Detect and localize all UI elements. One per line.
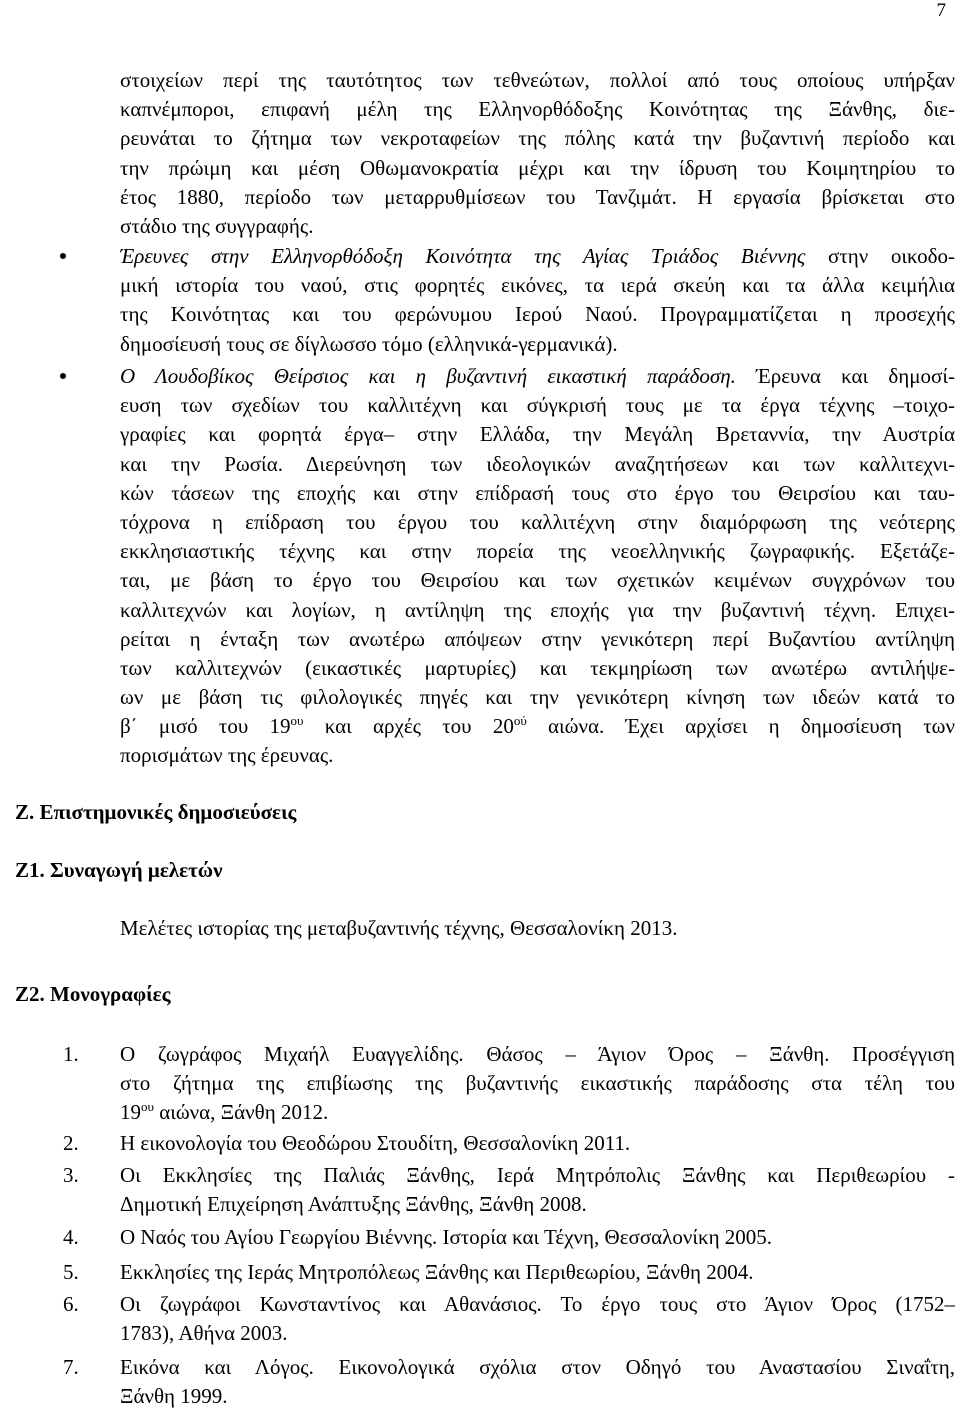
text-segment: πορισμάτων της έρευνας. (120, 743, 334, 768)
text-line (120, 741, 955, 770)
text-segment: ων με βάση τις φιλολογικές πηγές και την γενικότερη κίνηση των ιδεών κατά το (120, 685, 955, 710)
text-segment: στάδιο της συγγραφής. (120, 213, 314, 238)
list-item (120, 1353, 955, 1411)
text-segment: στοιχείων περί της ταυτότητος των τεθνεώτων, πολλοί από τους οποίους υπήρξαν (120, 68, 955, 92)
superscript-text: ου (141, 1099, 154, 1115)
italic-title-text: Ο Λουδοβίκος Θείρσιος και η βυζαντινή εικαστική παράδοση. (120, 364, 736, 388)
text-line (120, 654, 955, 683)
text-segment: Η εικονολογία του Θεοδώρου Στουδίτη, Θεσσαλονίκη 2011. (120, 1131, 631, 1155)
text-line (120, 1290, 955, 1319)
text-line (120, 683, 955, 712)
text-line (120, 1258, 955, 1287)
text-line (120, 566, 955, 595)
text-line (120, 300, 955, 329)
text-line (120, 479, 955, 508)
text-segment: Δημοτική Επιχείρηση Ανάπτυξης Ξάνθης, Ξάνθη 2008. (120, 1192, 587, 1217)
bullet-item (120, 362, 955, 771)
text-segment: ρευνάται το ζήτημα των νεκροταφείων της πόλης κατά την βυζαντινή περίοδο και (120, 126, 955, 151)
text-segment: αιώνα, Ξάνθη 2012. (153, 1100, 329, 1125)
text-line (120, 1069, 955, 1098)
text-segment: Ο ζωγράφος Μιχαήλ Ευαγγελίδης. Θάσος – Άγιον Όρος – Ξάνθη. Προσέγγιση (120, 1042, 955, 1066)
bullet-icon (60, 253, 66, 259)
list-number: 3. (63, 1163, 79, 1187)
text-line (120, 154, 955, 183)
text-segment: καπνέμποροι, επιφανή μέλη της Ελληνορθόδοξης Κοινότητας της Ξάνθης, διε- (120, 97, 955, 122)
text-line (120, 1223, 955, 1252)
intro-paragraph (120, 66, 955, 241)
text-segment: Ο Ναός του Αγίου Γεωργίου Βιέννης. Ιστορία και Τέχνη, Θεσσαλονίκη 2005. (120, 1225, 773, 1249)
text-segment: τόχρονα η επίδραση του έργου του καλλιτέχνη στην διαμόρφωση της νεότερης (120, 509, 955, 534)
text-segment: στην οικοδο- (805, 244, 955, 268)
text-segment: μική ιστορία του ναού, στις φορητές εικόνες, τα ιερά σκεύη και τα άλλα κειμήλια (120, 273, 955, 298)
italic-title-text: Έρευνες στην Ελληνορθόδοξη Κοινότητα της Αγίας Τριάδος Βιέννης (120, 244, 806, 268)
list-item (120, 1161, 955, 1219)
list-number: 2. (63, 1131, 79, 1155)
text-segment: εκκλησιαστικής τέχνης και στην πορεία της νεοελληνικής ζωγραφικής. Εξετάζε- (120, 539, 955, 564)
list-number: 4. (63, 1225, 79, 1249)
list-number: 7. (63, 1355, 79, 1379)
list-number: 5. (63, 1260, 79, 1284)
text-segment: αιώνα. Έχει αρχίσει η δημοσίευση των (526, 714, 955, 739)
list-item (120, 1290, 955, 1348)
text-segment: Ξάνθη 1999. (120, 1384, 228, 1409)
text-line (120, 66, 955, 95)
text-segment: της Κοινότητας και του φερώνυμου Ιερού Ναού. Προγραμματίζεται η προσεχής (120, 302, 955, 327)
superscript-text: ού (513, 713, 527, 729)
text-segment: 1783), Αθήνα 2003. (120, 1321, 288, 1346)
text-line (120, 330, 955, 359)
text-segment: ται, με βάση το έργο του Θειρσίου και των σχετικών κειμένων συγχρόνων του (120, 568, 955, 593)
list-item (120, 1129, 955, 1158)
bullet-item (120, 242, 955, 359)
superscript-text: ου (290, 713, 304, 729)
text-line (120, 391, 955, 420)
text-line (120, 1040, 955, 1069)
text-line (120, 1190, 955, 1219)
text-segment: Οι Εκκλησίες της Παλιάς Ξάνθης, Ιερά Μητρόπολις Ξάνθης και Περιθεωρίου - (120, 1163, 955, 1187)
bullet-icon (60, 373, 66, 379)
text-segment: την πρώιμη και μέση Οθωμανοκρατία μέχρι και την ίδρυση του Κοιμητηρίου το (120, 155, 955, 180)
text-line (120, 362, 955, 391)
text-segment: ρείται η ένταξη των ανωτέρω απόψεων στην γενικότερη περί Βυζαντίου αντίληψη (120, 626, 955, 651)
subsection-heading-collections: Ζ1. Συναγωγή μελετών (15, 858, 223, 882)
text-segment: και αρχές του 20 (303, 714, 514, 739)
subsection-heading-monographs: Ζ2. Μονογραφίες (15, 982, 171, 1006)
list-item (120, 1258, 955, 1287)
list-number: 1. (63, 1042, 79, 1066)
text-line (120, 183, 955, 212)
text-line (120, 1129, 955, 1158)
text-line (120, 95, 955, 124)
text-line (120, 625, 955, 654)
list-item (120, 1223, 955, 1252)
text-line (120, 242, 955, 271)
text-line (120, 271, 955, 300)
text-segment: στο ζήτημα της επιβίωσης της βυζαντινής εικαστικής παράδοσης στα τέλη του (120, 1071, 955, 1096)
list-item (120, 1040, 955, 1128)
text-line (120, 1098, 955, 1127)
text-segment: Οι ζωγράφοι Κωνσταντίνος και Αθανάσιος. Το έργο τους στο Άγιον Όρος (1752– (120, 1292, 955, 1316)
list-number: 6. (63, 1292, 79, 1316)
text-segment: δημοσίευσή τους σε δίγλωσσο τόμο (ελληνικά-γερμανικά). (120, 331, 618, 356)
text-line (120, 1319, 955, 1348)
text-segment: και την Ρωσία. Διερεύνηση των ιδεολογικών αναζητήσεων και των καλλιτεχνι- (120, 451, 955, 476)
text-segment: 19 (120, 1100, 141, 1125)
section-heading-publications: Ζ. Επιστημονικές δημοσιεύσεις (15, 800, 297, 824)
text-segment: ευση των σχεδίων του καλλιτέχνη και σύγκρισή τους με τα έργα τέχνης –τοιχο- (120, 393, 955, 418)
text-segment: Εικόνα και Λόγος. Εικονολογικά σχόλια στον Οδηγό του Αναστασίου Σιναΐτη, (120, 1355, 955, 1379)
text-line (120, 124, 955, 153)
text-segment: έτος 1880, περίοδο των μεταρρυθμίσεων του Τανζιμάτ. Η εργασία βρίσκεται στο (120, 184, 955, 209)
collection-item: Μελέτες ιστορίας της μεταβυζαντινής τέχνης, Θεσσαλονίκη 2013. (120, 916, 678, 940)
text-line (120, 420, 955, 449)
text-line (120, 1161, 955, 1190)
text-segment: γραφίες και φορητά έργα– στην Ελλάδα, την Μεγάλη Βρεταννία, την Αυστρία (120, 422, 955, 447)
text-segment: κών τάσεων της εποχής και στην επίδρασή τους στο έργο του Θειρσίου και ταυ- (120, 480, 955, 505)
text-segment: Έρευνα και δημοσί- (735, 364, 955, 388)
text-line (120, 450, 955, 479)
text-line (120, 596, 955, 625)
text-line (120, 1353, 955, 1382)
text-line (120, 537, 955, 566)
text-segment: των καλλιτεχνών (εικαστικές μαρτυρίες) και τεκμηρίωση των ανωτέρω αντιλήψε- (120, 655, 955, 680)
text-segment: β΄ μισό του 19 (120, 714, 291, 739)
text-segment: καλλιτεχνών και λογίων, η αντίληψη της εποχής για την βυζαντινή τέχνη. Επιχει- (120, 597, 955, 622)
text-line (120, 1382, 955, 1411)
page-number: 7 (936, 0, 946, 21)
text-line (120, 712, 955, 741)
text-line (120, 508, 955, 537)
text-line (120, 212, 955, 241)
text-segment: Εκκλησίες της Ιεράς Μητροπόλεως Ξάνθης και Περιθεωρίου, Ξάνθη 2004. (120, 1260, 754, 1284)
